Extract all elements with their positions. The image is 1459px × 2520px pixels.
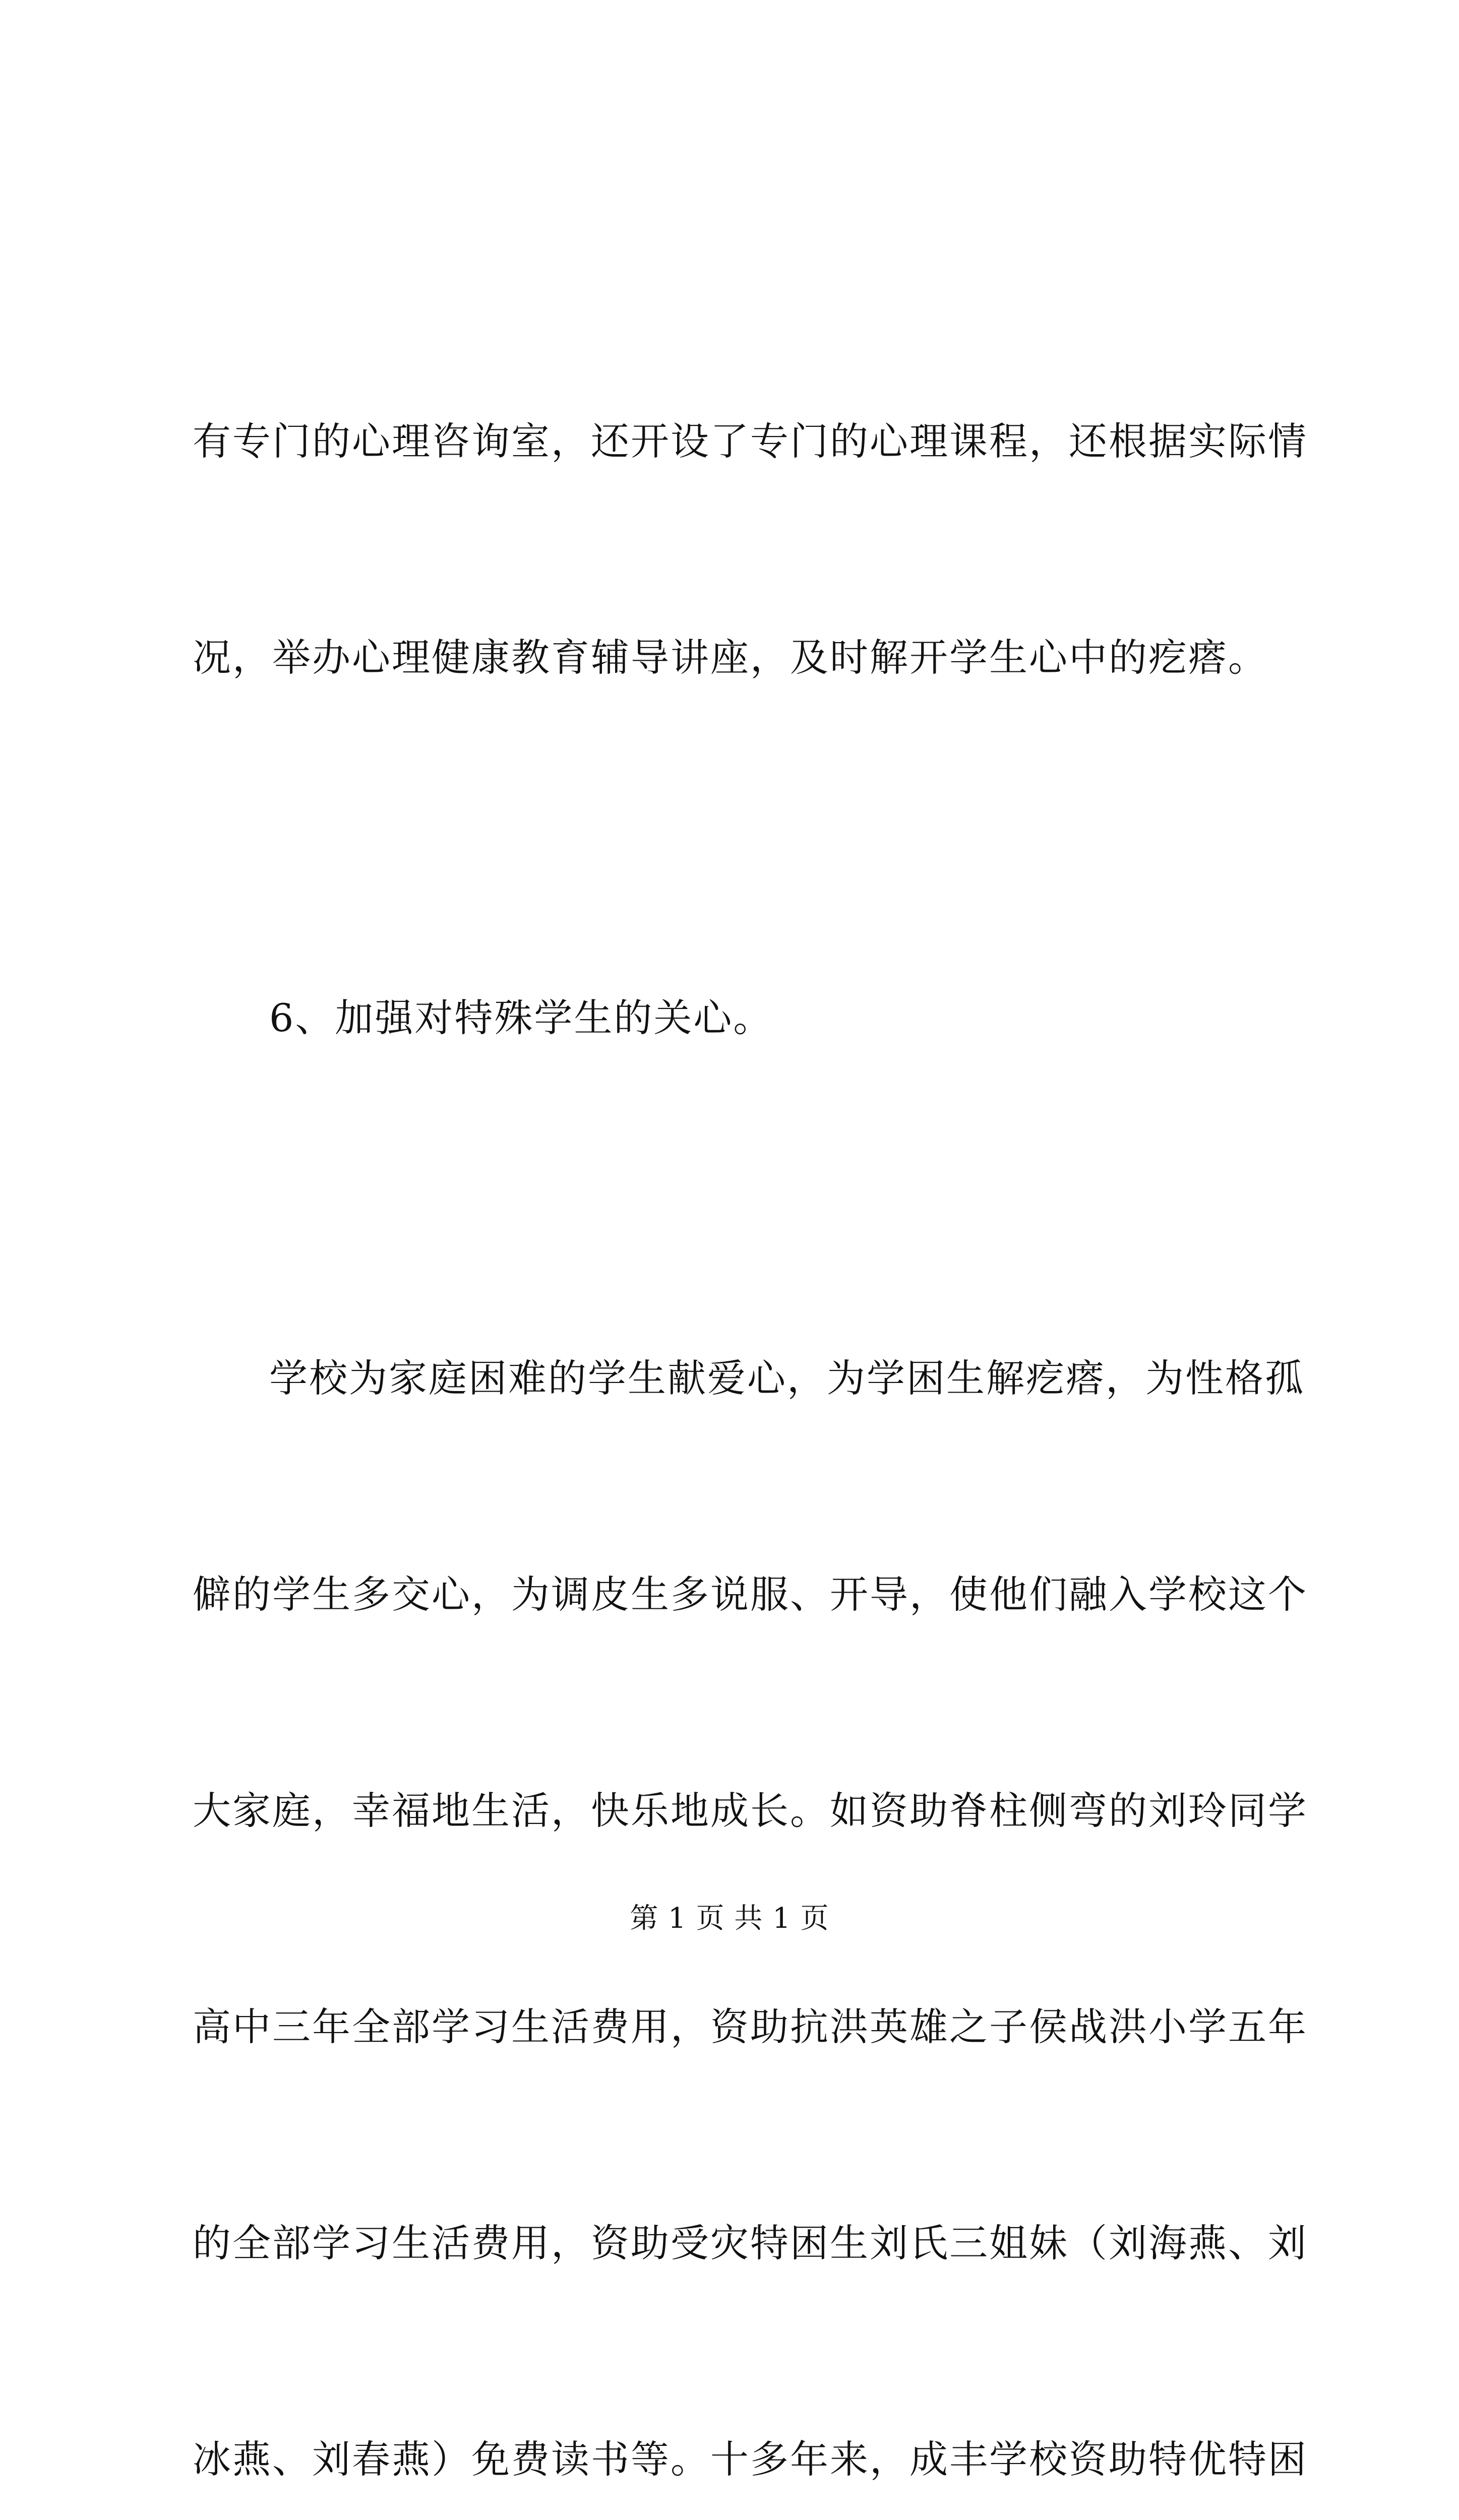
text-line: 大家庭，幸福地生活，快乐地成长。如资助脊柱侧弯的刘玲同学	[193, 1788, 1308, 1833]
paragraph-special-students	[193, 1198, 1308, 2520]
text-line: 的全部学习生活费用，资助受灾特困生刘氏三姐妹（刘海燕、刘	[193, 2221, 1308, 2265]
text-line: 冰燕、刘春燕）免费读书等。十多年来，成丰学校资助特优特困	[193, 2437, 1308, 2482]
text-line: 有专门的心理咨询室，还开设了专门的心理课程，还根据实际情	[193, 419, 1308, 464]
heading-special-students	[193, 838, 1266, 1198]
text-line: 况，举办心理健康教育辅导讲座，及时解开学生心中的疙瘩。	[193, 635, 1268, 680]
document-body	[193, 261, 1308, 2520]
text-line: 高中三年全部学习生活费用，资助抗洪英雄之子侯战洪小学五年	[193, 2004, 1308, 2049]
page-number-footer: 第 1 页 共 1 页	[630, 1902, 829, 1935]
text-line: 僻的学生多交心，为调皮生多说服、开导，使他们融入学校这个	[193, 1572, 1308, 1617]
paragraph-counseling-continued	[193, 261, 1308, 838]
text-line: 学校为家庭困难的学生献爱心，为学困生解疙瘩，为性格孤	[269, 1356, 1305, 1401]
section-heading: 6、加强对特殊学生的关心。	[269, 995, 773, 1040]
